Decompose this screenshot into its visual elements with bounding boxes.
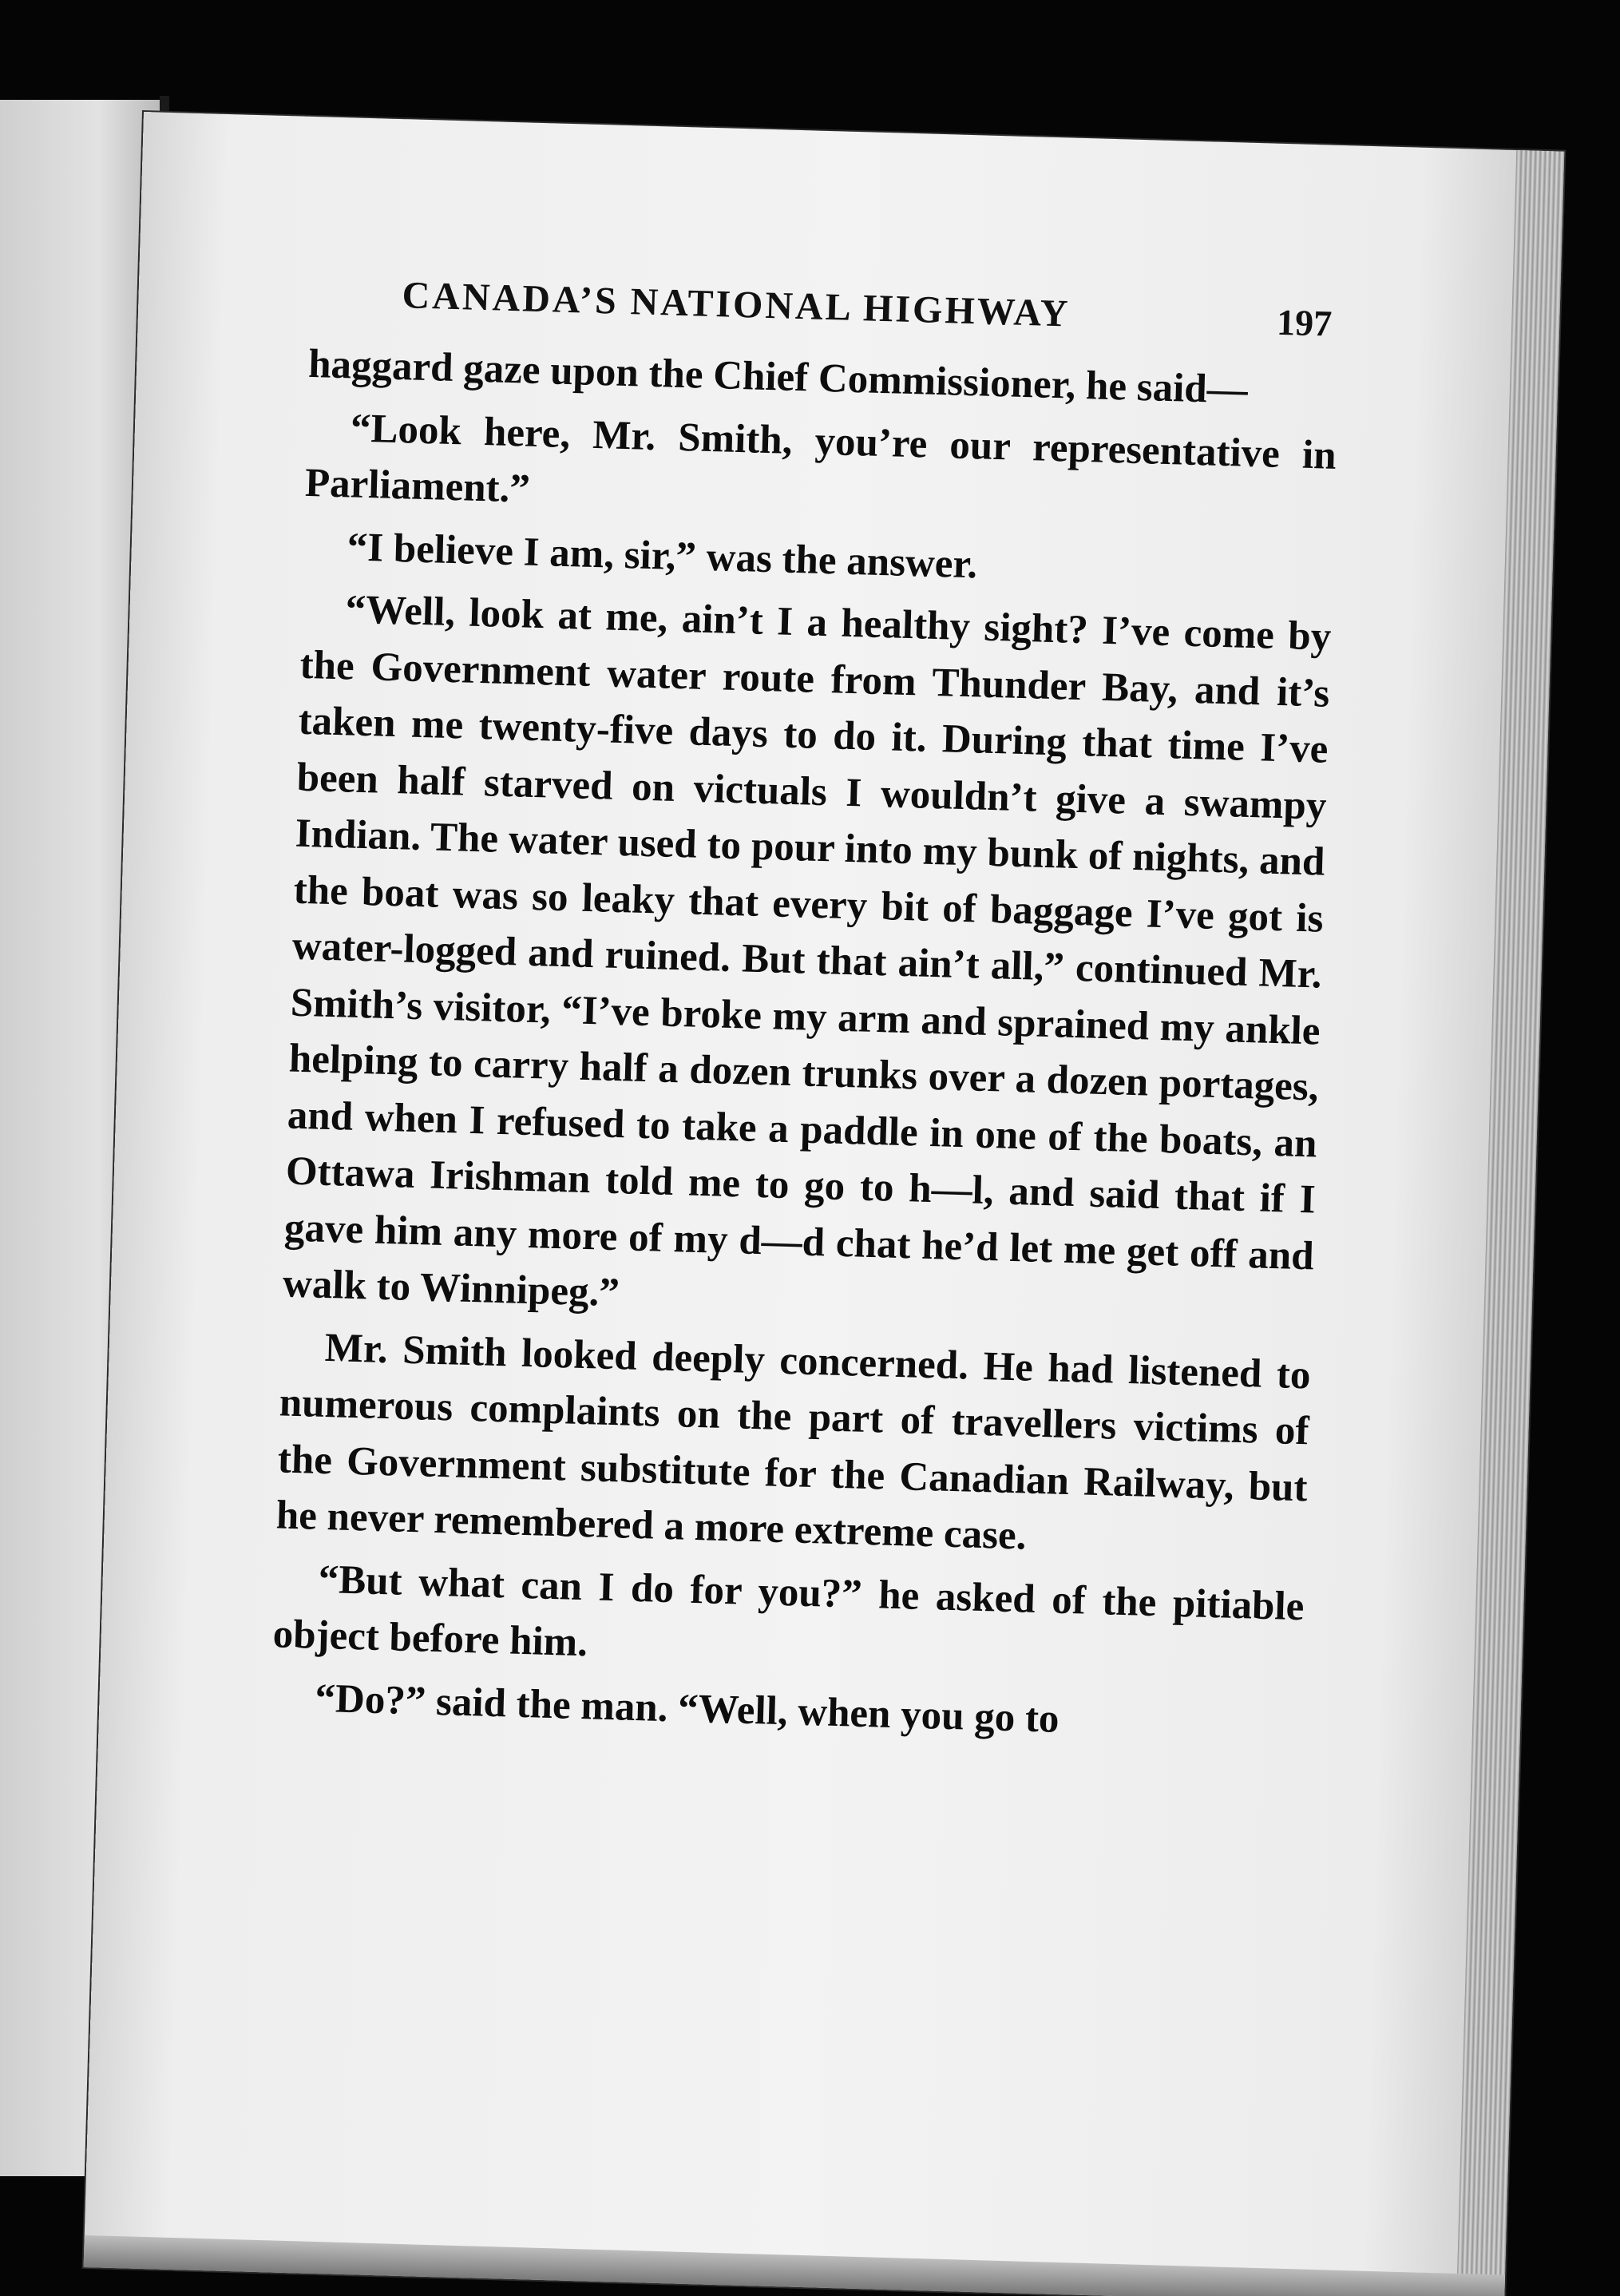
page-number: 197 <box>1276 301 1333 344</box>
book-page <box>84 112 1565 2296</box>
paragraph: haggard gaze upon the Chief Commissioner, he said— <box>307 341 1249 413</box>
page-stack-edge <box>1456 150 1564 2296</box>
page-content <box>270 256 1341 1760</box>
paragraph: “I believe I am, sir,” was the answer. <box>347 524 978 587</box>
paragraph: Mr. Smith looked deeply concerned. He had listened to numerous complaints on the part of travellers victims of the Government substitute for the Canadian Railway, but he never remembered a more extreme case. <box>275 1325 1312 1559</box>
paragraph: “Well, look at me, ain’t I a healthy sight? I’ve come by the Government water route from Thunder Bay, and it’s taken me twenty-five days to do it. During that time I’ve been half starved on victuals I wouldn’t give a swampy Indian. The water used to pour into my bunk of nights, and the boat was so leaky that every bit of baggage I’ve got is water-logged and ruined. But that ain’t all,” continued Mr. Smith’s visitor, “I’ve broke my arm and sprained my ankle helping to carry half a dozen trunks over a dozen portages, and when I refused to take a paddle in one of the boats, an Ottawa Irishman told me to go to h—l, and said that if I gave him any more of my d—d chat he’d let me get off and walk to Winnipeg.” <box>282 587 1332 1316</box>
paragraph: “Do?” said the man. “Well, when you go to <box>314 1675 1060 1742</box>
paragraph: “But what can I do for you?” he asked of the pitiable object before him. <box>272 1556 1305 1666</box>
running-head-title: CANADA’S NATIONAL HIGHWAY <box>401 274 1071 335</box>
paragraph: “Look here, Mr. Smith, you’re our representative in Parliament.” <box>304 405 1337 512</box>
page-bottom-edge <box>84 2235 1505 2296</box>
body-text <box>271 336 1339 1754</box>
